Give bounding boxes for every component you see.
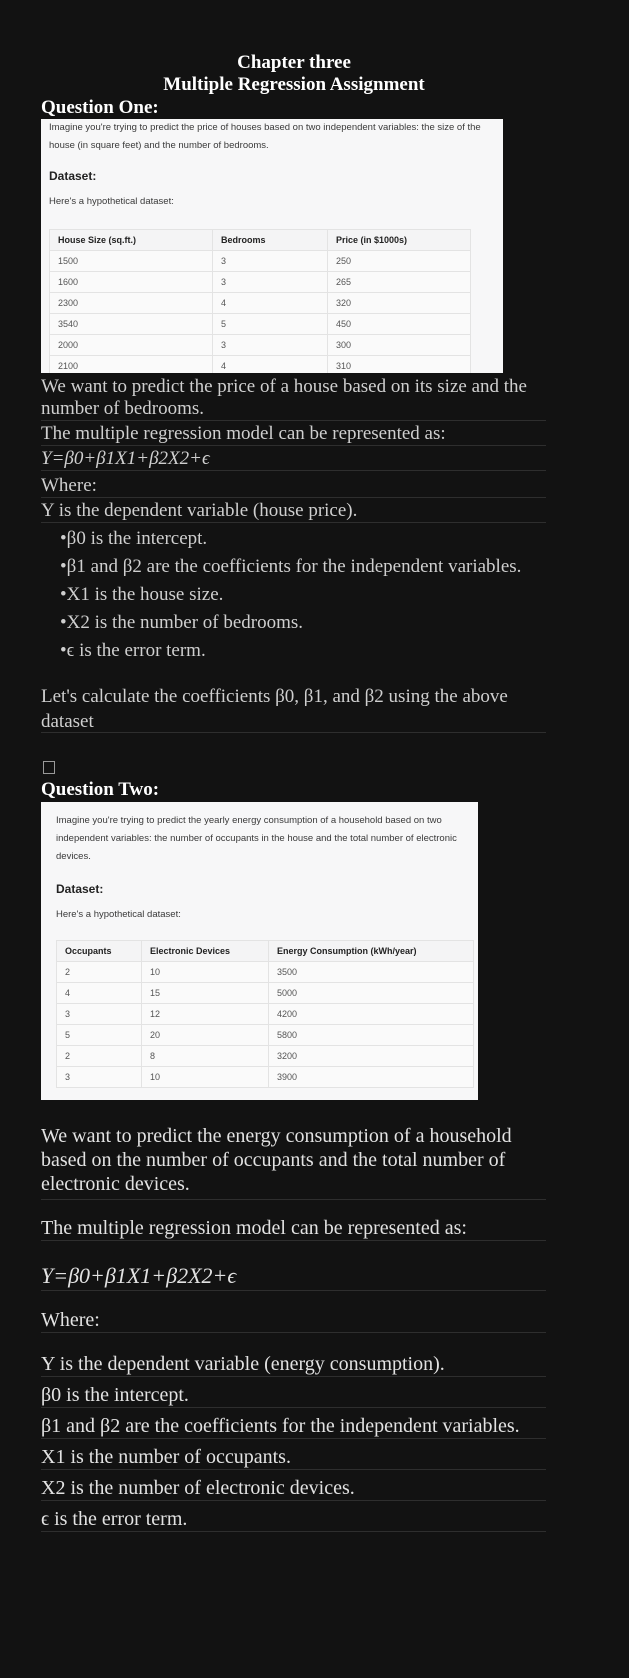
q1-y-description: Y is the dependent variable (house price). xyxy=(41,500,546,523)
question-one-card xyxy=(41,119,503,373)
q2-line: Y is the dependent variable (energy consumption). xyxy=(41,1352,546,1377)
table-header-cell: Bedrooms xyxy=(213,230,328,251)
q1-bullet: •X1 is the house size. xyxy=(60,584,224,605)
table-row xyxy=(50,356,471,374)
table-cell: 250 xyxy=(328,251,471,272)
q1-equation: Y=β0+β1X1+β2X2+ϵ xyxy=(41,448,546,471)
table-row xyxy=(57,983,474,1004)
table-cell: 3 xyxy=(213,272,328,293)
table-row xyxy=(50,335,471,356)
table-cell: 5 xyxy=(213,314,328,335)
table-header-cell: Electronic Devices xyxy=(142,941,269,962)
q2-dataset-note: Here's a hypothetical dataset: xyxy=(56,909,181,920)
table-cell: 2 xyxy=(57,962,142,983)
table-cell: 1600 xyxy=(50,272,213,293)
q1-dataset-label: Dataset: xyxy=(49,169,97,183)
table-cell: 15 xyxy=(142,983,269,1004)
q2-intro: Imagine you're trying to predict the yearly energy consumption of a household based on two independent variables: the number of occupants in the house and the total number of electronic devices. xyxy=(56,815,457,862)
q1-bullet: •β0 is the intercept. xyxy=(60,528,208,549)
chapter-label: Chapter three xyxy=(237,52,351,73)
q1-bullet: •X2 is the number of bedrooms. xyxy=(60,612,304,633)
question-two-heading: Question Two: xyxy=(41,779,160,800)
table-cell: 3 xyxy=(213,335,328,356)
table-cell: 4 xyxy=(213,356,328,374)
table-row xyxy=(57,1046,474,1067)
table-cell: 5000 xyxy=(269,983,474,1004)
q1-model-intro: The multiple regression model can be represented as: xyxy=(41,423,546,446)
table-cell: 10 xyxy=(142,962,269,983)
q2-line: β0 is the intercept. xyxy=(41,1383,546,1408)
table-row xyxy=(57,1025,474,1046)
q1-dataset-note: Here's a hypothetical dataset: xyxy=(49,196,174,207)
table-row xyxy=(57,1004,474,1025)
q2-equation: Y=β0+β1X1+β2X2+ϵ xyxy=(41,1262,546,1291)
table-cell: 5800 xyxy=(269,1025,474,1046)
table-row xyxy=(50,251,471,272)
table-header-cell: House Size (sq.ft.) xyxy=(50,230,213,251)
table-cell: 5 xyxy=(57,1025,142,1046)
q1-data-table xyxy=(49,229,471,373)
table-row xyxy=(50,272,471,293)
table-cell: 3 xyxy=(57,1004,142,1025)
q1-task: Let's calculate the coefficients β0, β1, and β2 using the above dataset xyxy=(41,684,546,733)
q2-line: X1 is the number of occupants. xyxy=(41,1445,546,1470)
table-row xyxy=(50,314,471,335)
question-two-card xyxy=(41,802,478,1100)
table-header-row xyxy=(50,230,471,251)
table-cell: 8 xyxy=(142,1046,269,1067)
table-row xyxy=(57,962,474,983)
table-cell: 2000 xyxy=(50,335,213,356)
table-header-row xyxy=(57,941,474,962)
table-cell: 3 xyxy=(57,1067,142,1088)
table-cell: 10 xyxy=(142,1067,269,1088)
page-title: Multiple Regression Assignment xyxy=(163,74,425,95)
table-cell: 2300 xyxy=(50,293,213,314)
table-cell: 3540 xyxy=(50,314,213,335)
table-cell: 3200 xyxy=(269,1046,474,1067)
q2-goal: We want to predict the energy consumption of a household based on the number of occupants and the total number of electronic devices. xyxy=(41,1124,546,1200)
q2-line: β1 and β2 are the coefficients for the independent variables. xyxy=(41,1414,546,1439)
table-header-cell: Occupants xyxy=(57,941,142,962)
table-cell: 300 xyxy=(328,335,471,356)
table-row xyxy=(57,1067,474,1088)
checkbox[interactable] xyxy=(43,761,55,774)
q1-bullet: •β1 and β2 are the coefficients for the independent variables. xyxy=(60,556,522,577)
q1-where: Where: xyxy=(41,475,546,498)
q1-intro: Imagine you're trying to predict the price of houses based on two independent variables: the size of the house (in square feet) and the number of bedrooms. xyxy=(49,122,481,151)
table-cell: 320 xyxy=(328,293,471,314)
q2-where: Where: xyxy=(41,1308,546,1333)
q1-bullet: •ϵ is the error term. xyxy=(60,640,206,661)
table-cell: 3500 xyxy=(269,962,474,983)
q2-line: ϵ is the error term. xyxy=(41,1507,546,1532)
q2-dataset-label: Dataset: xyxy=(56,882,104,896)
table-cell: 4 xyxy=(57,983,142,1004)
q2-line: X2 is the number of electronic devices. xyxy=(41,1476,546,1501)
table-cell: 2 xyxy=(57,1046,142,1067)
q2-model-intro: The multiple regression model can be represented as: xyxy=(41,1216,546,1241)
table-cell: 3900 xyxy=(269,1067,474,1088)
table-cell: 4200 xyxy=(269,1004,474,1025)
question-one-heading: Question One: xyxy=(41,97,159,118)
table-cell: 2100 xyxy=(50,356,213,374)
table-cell: 20 xyxy=(142,1025,269,1046)
table-row xyxy=(50,293,471,314)
table-cell: 4 xyxy=(213,293,328,314)
table-cell: 265 xyxy=(328,272,471,293)
q1-goal: We want to predict the price of a house based on its size and the number of bedrooms. xyxy=(41,376,546,421)
table-cell: 450 xyxy=(328,314,471,335)
table-header-cell: Price (in $1000s) xyxy=(328,230,471,251)
table-cell: 310 xyxy=(328,356,471,374)
table-cell: 1500 xyxy=(50,251,213,272)
table-cell: 12 xyxy=(142,1004,269,1025)
table-header-cell: Energy Consumption (kWh/year) xyxy=(269,941,474,962)
q2-data-table xyxy=(56,940,474,1088)
table-cell: 3 xyxy=(213,251,328,272)
